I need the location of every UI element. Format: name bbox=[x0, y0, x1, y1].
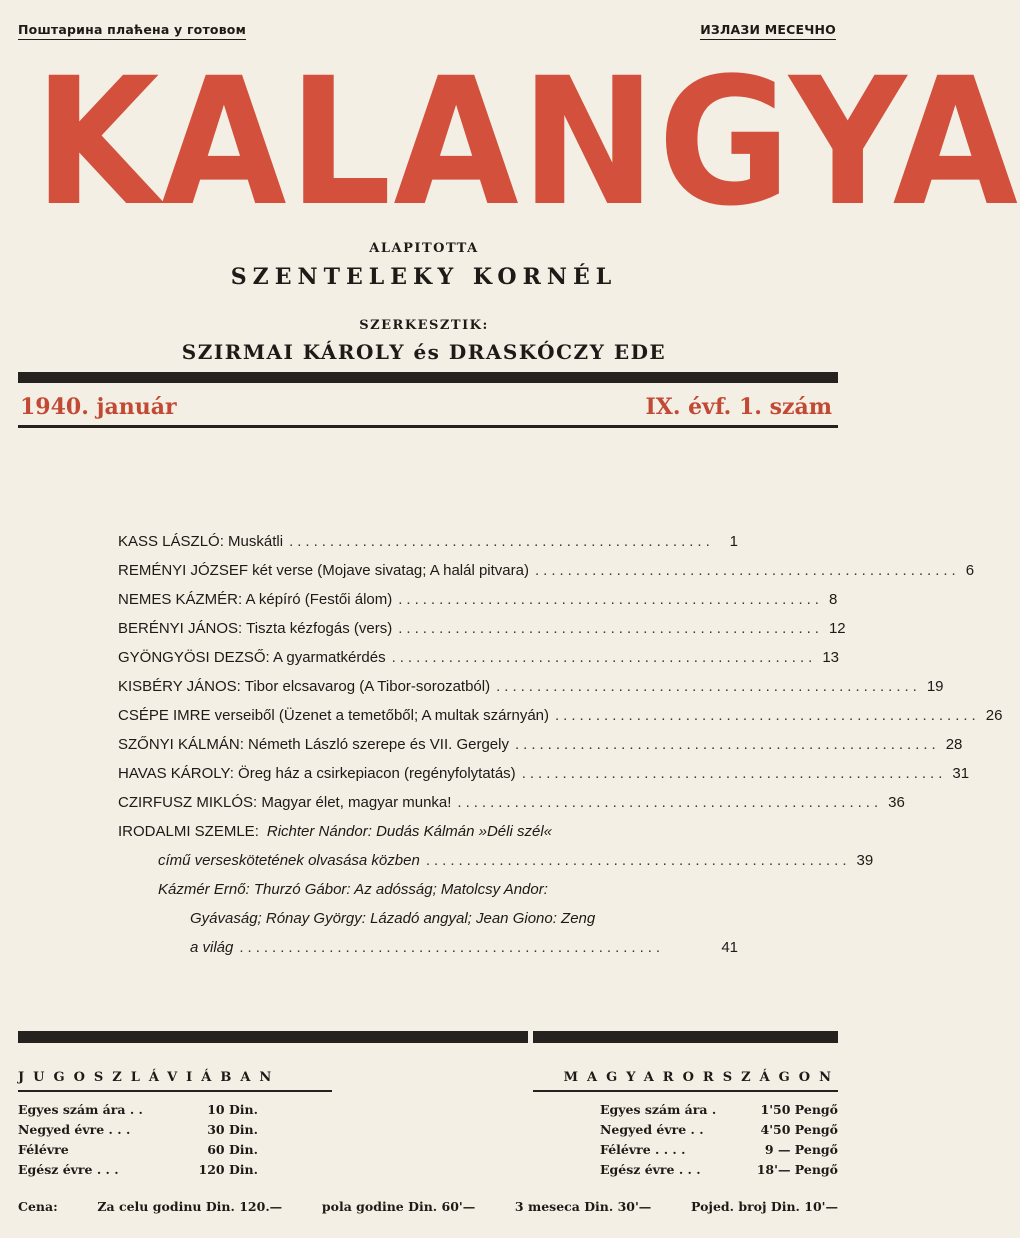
hungary-prices bbox=[600, 1100, 838, 1180]
review-entry-line4: Gyávaság; Rónay György: Lázadó angyal; Jean Giono: Zeng bbox=[190, 910, 596, 927]
price-divider-right bbox=[533, 1031, 838, 1043]
hungary-title-rule bbox=[533, 1090, 838, 1092]
header-divider-thick bbox=[18, 372, 838, 383]
toc-entry: HAVAS KÁROLY: Öreg ház a csirkepiacon (regényfolytatás) .................................................... 31 bbox=[118, 765, 970, 782]
toc-entry: REMÉNYI JÓZSEF két verse (Mojave sivatag; A halál pitvara) .................................................... 6 bbox=[118, 562, 975, 579]
toc-entry: NEMES KÁZMÉR: A képíró (Festői álom) .................................................... 8 bbox=[118, 591, 838, 608]
postage-note: Поштарина плаћена у готовом bbox=[18, 22, 246, 40]
frequency-note: ИЗЛАЗИ МЕСЕЧНО bbox=[700, 22, 836, 40]
footer-single: Pojed. broj Din. 10'— bbox=[691, 1199, 838, 1214]
yugoslavia-title: JUGOSZLÁVIÁBAN bbox=[18, 1070, 281, 1085]
subscription-footer bbox=[18, 1199, 838, 1214]
hungary-title: MAGYARORSZÁGON bbox=[563, 1070, 840, 1085]
price-row: Negyed évre . . . 30 Din. bbox=[18, 1122, 258, 1137]
price-row: Félévre 60 Din. bbox=[18, 1142, 258, 1157]
toc-entry: KASS LÁSZLÓ: Muskátli .................................................... 1 bbox=[118, 533, 738, 550]
footer-year: Za celu godinu Din. 120.— bbox=[97, 1199, 283, 1214]
issue-number: IX. évf. 1. szám bbox=[645, 394, 832, 420]
price-row: Egész évre . . . 120 Din. bbox=[18, 1162, 258, 1177]
toc-entry: BERÉNYI JÁNOS: Tiszta kézfogás (vers) .................................................... 12 bbox=[118, 620, 846, 637]
toc-entry: GYÖNGYÖSI DEZSŐ: A gyarmatkérdés .................................................... 13 bbox=[118, 649, 839, 666]
review-entry-line3: Kázmér Ernő: Thurzó Gábor: Az adósság; Matolcsy Andor: bbox=[158, 881, 548, 898]
price-row: Egyes szám ára . . 10 Din. bbox=[18, 1102, 258, 1117]
footer-cena: Cena: bbox=[18, 1199, 58, 1214]
footer-quarter: 3 meseca Din. 30'— bbox=[514, 1199, 652, 1214]
price-divider-left bbox=[18, 1031, 528, 1043]
price-row: Egész évre . . . 18'— Pengő bbox=[600, 1162, 838, 1177]
toc-entry: SZŐNYI KÁLMÁN: Németh László szerepe és VII. Gergely .................................................... 28 bbox=[118, 736, 963, 753]
footer-half: pola godine Din. 60'— bbox=[321, 1199, 476, 1214]
header-divider-thin bbox=[18, 425, 838, 428]
editors-names: SZIRMAI KÁROLY és DRASKÓCZY EDE bbox=[181, 340, 667, 364]
magazine-title: KALANGYA bbox=[33, 40, 1020, 245]
price-row: Egyes szám ára . 1'50 Pengő bbox=[600, 1102, 838, 1117]
review-entry-line5: a világ .................................................... 41 bbox=[190, 939, 738, 956]
editors-label: SZERKESZTIK: bbox=[359, 318, 489, 333]
founder-name: SZENTELEKY KORNÉL bbox=[230, 264, 618, 290]
toc-entry: KISBÉRY JÁNOS: Tibor elcsavarog (A Tibor-sorozatból) .................................................... 19 bbox=[118, 678, 944, 695]
founder-label: ALAPITOTTA bbox=[369, 241, 479, 256]
price-row: Negyed évre . . 4'50 Pengő bbox=[600, 1122, 838, 1137]
price-row: Félévre . . . . 9 — Pengő bbox=[600, 1142, 838, 1157]
issue-date: 1940. január bbox=[20, 394, 177, 420]
review-entry-line1 bbox=[118, 811, 738, 840]
yugoslavia-title-rule bbox=[18, 1090, 332, 1092]
toc-entry: CZIRFUSZ MIKLÓS: Magyar élet, magyar munka! .................................................... 36 bbox=[118, 794, 905, 811]
review-label: IRODALMI SZEMLE: bbox=[118, 823, 259, 840]
toc-entry: CSÉPE IMRE verseiből (Üzenet a temetőből; A multak szárnyán) .................................................... 26 bbox=[118, 707, 1003, 724]
review-entry-line2: című verseskötetének olvasása közben .................................................... 39 bbox=[158, 852, 874, 869]
yugoslavia-prices bbox=[18, 1100, 258, 1180]
review-line1: Richter Nándor: Dudás Kálmán »Déli szél« bbox=[266, 823, 552, 840]
table-of-contents bbox=[118, 521, 1003, 956]
